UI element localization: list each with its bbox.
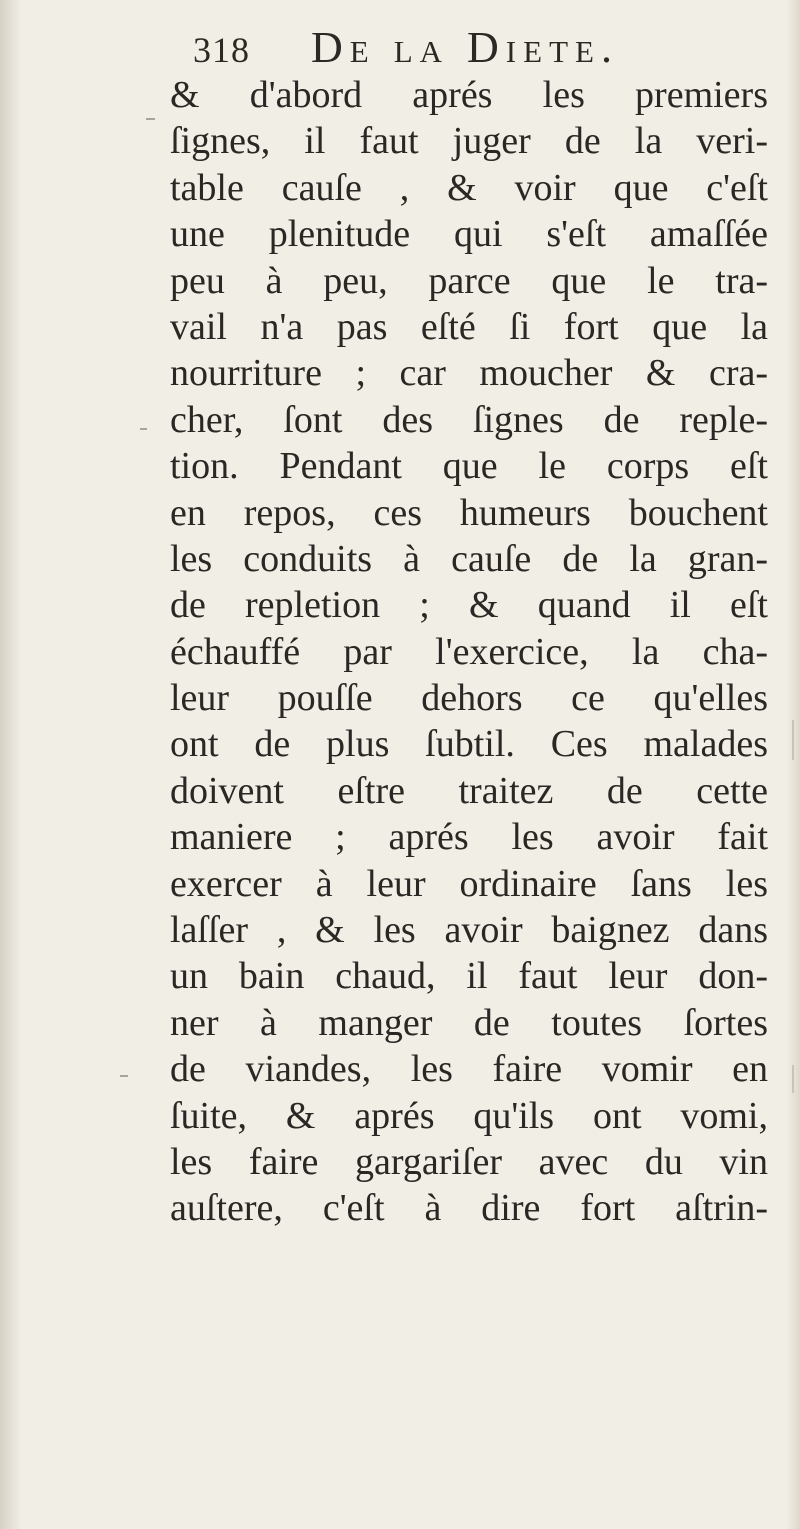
text-line: auſtere, c'eſt à dire fort aſtrin- <box>170 1187 768 1230</box>
text-line: leur pouſſe dehors ce qu'elles <box>170 677 768 720</box>
text-line: cher, ſont des ſignes de reple- <box>170 398 768 441</box>
text-line: table cauſe , & voir que c'eſt <box>170 166 768 209</box>
text-line: doivent eſtre traitez de cette <box>170 769 768 812</box>
text-line: ſignes, il faut juger de la veri- <box>170 120 768 163</box>
text-line: en repos, ces humeurs bouchent <box>170 491 768 534</box>
text-line: les faire gargariſer avec du vin <box>170 1140 768 1183</box>
margin-mark <box>120 1075 128 1077</box>
text-line: les conduits à cauſe de la gran- <box>170 537 768 580</box>
text-line: une plenitude qui s'eſt amaſſée <box>170 213 768 256</box>
text-line: tion. Pendant que le corps eſt <box>170 445 768 488</box>
text-line: un bain chaud, il faut leur don- <box>170 955 768 998</box>
text-line: de repletion ; & quand il eſt <box>170 584 768 627</box>
text-line: ſuite, & aprés qu'ils ont vomi, <box>170 1094 768 1137</box>
text-line: laſſer , & les avoir baignez dans <box>170 909 768 952</box>
text-line: exercer à leur ordinaire ſans les <box>170 862 768 905</box>
margin-mark <box>146 118 155 120</box>
margin-mark <box>140 428 147 430</box>
text-line: maniere ; aprés les avoir fait <box>170 816 768 859</box>
page-edge-mark <box>792 1065 794 1093</box>
page-number: 318 <box>193 30 250 70</box>
text-line: peu à peu, parce que le tra- <box>170 259 768 302</box>
page-edge-mark <box>792 720 794 760</box>
text-line: ont de plus ſubtil. Ces malades <box>170 723 768 766</box>
body-text <box>170 72 768 1232</box>
text-line: de viandes, les faire vomir en <box>170 1048 768 1091</box>
text-line: vail n'a pas eſté ſi fort que la <box>170 305 768 348</box>
running-title: De la Diete. <box>311 23 619 72</box>
text-line: & d'abord aprés les premiers <box>170 74 768 116</box>
text-line: ner à manger de toutes ſortes <box>170 1001 768 1044</box>
text-line: nourriture ; car moucher & cra- <box>170 352 768 395</box>
text-line: échauffé par l'exercice, la cha- <box>170 630 768 673</box>
